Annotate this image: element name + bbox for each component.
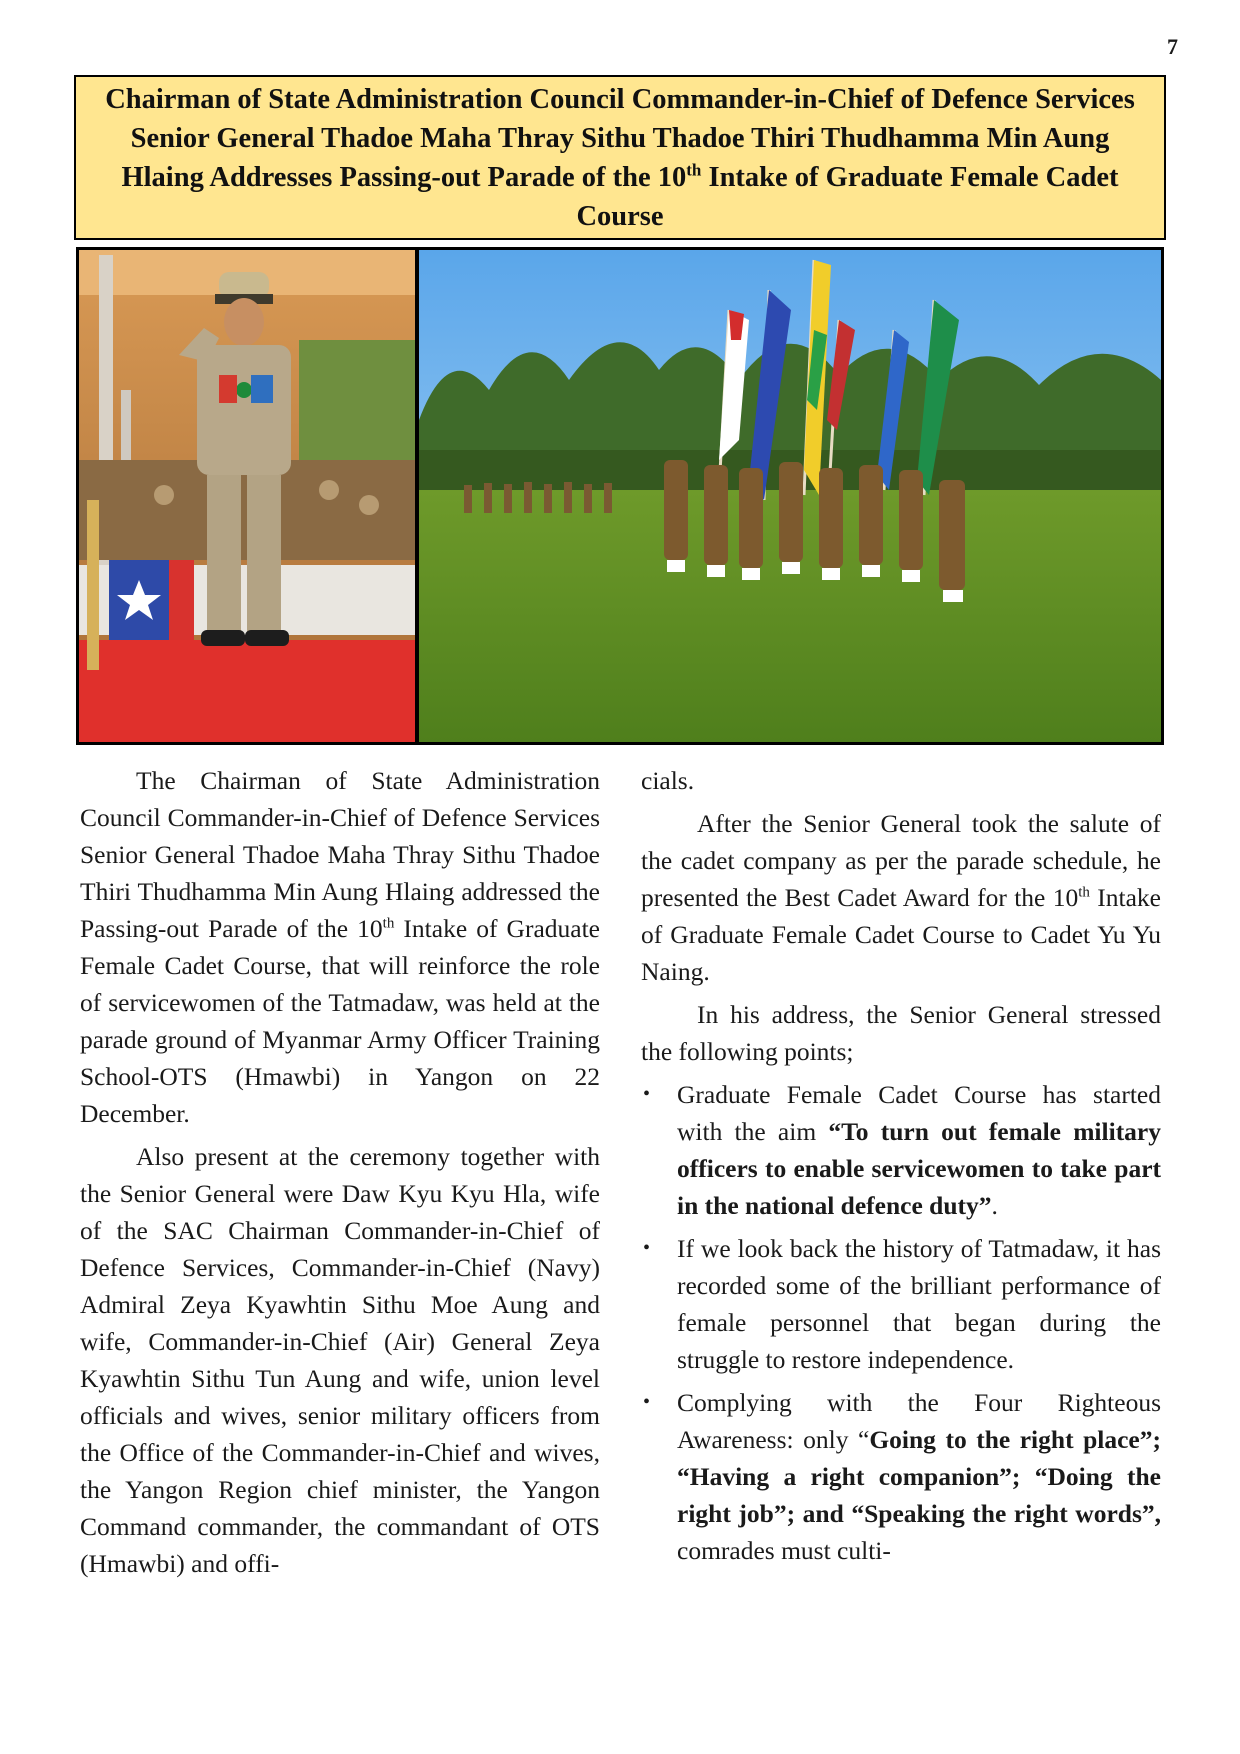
- list-item: [641, 1230, 1161, 1378]
- paragraph-text: After the Senior General took the salute of the cadet company as per the parade schedule, he presented the Best Cadet Award for the 10: [641, 809, 1161, 912]
- paragraph-text: Intake of Graduate Female Cadet Course to Cadet Yu Yu Naing.: [641, 883, 1161, 986]
- list-item-text: comrades must culti-: [677, 1536, 891, 1565]
- paragraph-continuation: cials.: [641, 766, 695, 795]
- paragraph-intro: [80, 762, 600, 1132]
- paragraph-attendees: Also present at the ceremony together with the Senior General were Daw Kyu Kyu Hla, wife of the SAC Chairman Commander-in-Chief of Defence Services, Commander-in-Chief (Navy) Admiral Zeya Kyawhtin Sithu Moe Aung and wife, Commander-in-Chief (Air) General Zeya Kyawhtin Sithu Tun Aung and wife, union level officials and wives, senior military officers from the Office of the Commander-in-Chief and wives, the Yangon Region chief minister, the Yangon Command commander, the commandant of OTS (Hmawbi) and offi-: [80, 1142, 600, 1578]
- article-column-right: [641, 762, 1161, 1575]
- photo-strip: [76, 247, 1164, 745]
- paragraph-text: The Chairman of State Administration Council Commander-in-Chief of Defence Services Senior General Thadoe Maha Thray Sithu Thadoe Thiri Thudhamma Min Aung Hlaing addressed the Passing-out Parade of the 10: [80, 766, 600, 943]
- list-item-text: Complying with the Four Righteous Awareness: only “: [677, 1388, 1161, 1454]
- superscript: th: [1078, 884, 1090, 901]
- list-item-text: .: [991, 1191, 998, 1220]
- list-item-text: If we look back the history of Tatmadaw, it has recorded some of the brilliant performance of female personnel that began during the struggle to restore independence.: [677, 1234, 1161, 1374]
- address-points-list: [641, 1076, 1161, 1569]
- bullet-icon: •: [643, 1391, 651, 1413]
- list-item-emphasis: Going to the right place”; “Having a right companion”; “Doing the right job”; and “Speaking the right words”,: [677, 1425, 1161, 1528]
- list-item: [641, 1076, 1161, 1224]
- article-column-left: [80, 762, 600, 1588]
- parade-photo-illustration: [419, 250, 1161, 742]
- bullet-icon: •: [643, 1083, 651, 1105]
- paragraph-address: In his address, the Senior General stressed the following points;: [641, 1000, 1161, 1066]
- salute-photo-illustration: [79, 250, 415, 742]
- list-item-text: Graduate Female Cadet Course has started with the aim: [677, 1080, 1161, 1146]
- paragraph-text: Intake of Graduate Female Cadet Course, that will reinforce the role of servicewomen of the Tatmadaw, was held at the parade ground of Myanmar Army Officer Training School-OTS (Hmawbi) in Yangon on 22 December.: [80, 914, 601, 1128]
- page-number: 7: [1167, 34, 1178, 59]
- list-item: [641, 1384, 1161, 1569]
- photo-senior-general-saluting: [79, 250, 415, 742]
- headline-text: Chairman of State Administration Council Commander-in-Chief of Defence Services Senior General Thadoe Maha Thray Sithu Thadoe Thiri Thudhamma Min Aung Hlaing Addresses Passing-out Parade of the 10: [105, 83, 1135, 193]
- superscript: th: [382, 915, 395, 932]
- paragraph-award: [641, 805, 1161, 990]
- headline-superscript: th: [686, 160, 702, 179]
- headline: [90, 80, 1150, 236]
- photo-cadet-colour-party: [419, 250, 1161, 742]
- list-item-emphasis: “To turn out female military officers to enable servicewomen to take part in the national defence duty”: [677, 1117, 1161, 1220]
- headline-box: [74, 75, 1166, 240]
- bullet-icon: •: [643, 1237, 651, 1259]
- headline-text-end: Intake of Graduate Female Cadet Course: [576, 161, 1119, 232]
